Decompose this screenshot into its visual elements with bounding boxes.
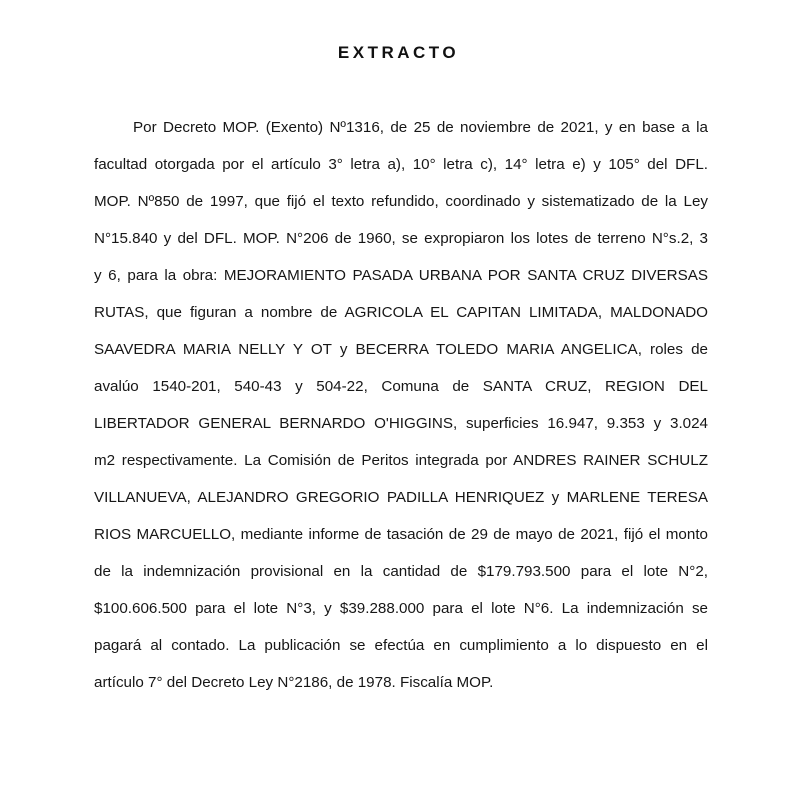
- paragraph-line: de la indemnización provisional en la cantidad de $179.793.500 para el lote N°2,: [94, 563, 708, 580]
- paragraph-line: avalúo 1540-201, 540-43 y 504-22, Comuna de SANTA CRUZ, REGION DEL: [94, 378, 708, 395]
- paragraph-line: $100.606.500 para el lote N°3, y $39.288.000 para el lote N°6. La indemnización se: [94, 600, 708, 617]
- paragraph-line: MOP. Nº850 de 1997, que fijó el texto refundido, coordinado y sistematizado de la Ley: [94, 193, 708, 210]
- paragraph-line: RUTAS, que figuran a nombre de AGRICOLA EL CAPITAN LIMITADA, MALDONADO: [94, 304, 708, 321]
- paragraph-line: pagará al contado. La publicación se efectúa en cumplimiento a lo dispuesto en el: [94, 637, 708, 654]
- paragraph-line: y 6, para la obra: MEJORAMIENTO PASADA URBANA POR SANTA CRUZ DIVERSAS: [94, 267, 708, 284]
- paragraph-line: LIBERTADOR GENERAL BERNARDO O'HIGGINS, superficies 16.947, 9.353 y 3.024: [94, 415, 708, 432]
- paragraph-line: Por Decreto MOP. (Exento) Nº1316, de 25 de noviembre de 2021, y en base a la: [133, 119, 708, 136]
- paragraph-line: VILLANUEVA, ALEJANDRO GREGORIO PADILLA HENRIQUEZ y MARLENE TERESA: [94, 489, 708, 506]
- document-title: EXTRACTO: [337, 43, 460, 62]
- paragraph-line: N°15.840 y del DFL. MOP. N°206 de 1960, se expropiaron los lotes de terreno N°s.2, 3: [94, 230, 708, 247]
- paragraph-line: SAAVEDRA MARIA NELLY Y OT y BECERRA TOLEDO MARIA ANGELICA, roles de: [94, 341, 708, 358]
- document-paragraph: [94, 109, 708, 701]
- paragraph-line: facultad otorgada por el artículo 3° letra a), 10° letra c), 14° letra e) y 105° del DFL.: [94, 156, 708, 173]
- paragraph-line: m2 respectivamente. La Comisión de Peritos integrada por ANDRES RAINER SCHULZ: [94, 452, 708, 469]
- paragraph-line: RIOS MARCUELLO, mediante informe de tasación de 29 de mayo de 2021, fijó el monto: [94, 526, 708, 543]
- paragraph-line: artículo 7° del Decreto Ley N°2186, de 1978. Fiscalía MOP.: [94, 674, 494, 691]
